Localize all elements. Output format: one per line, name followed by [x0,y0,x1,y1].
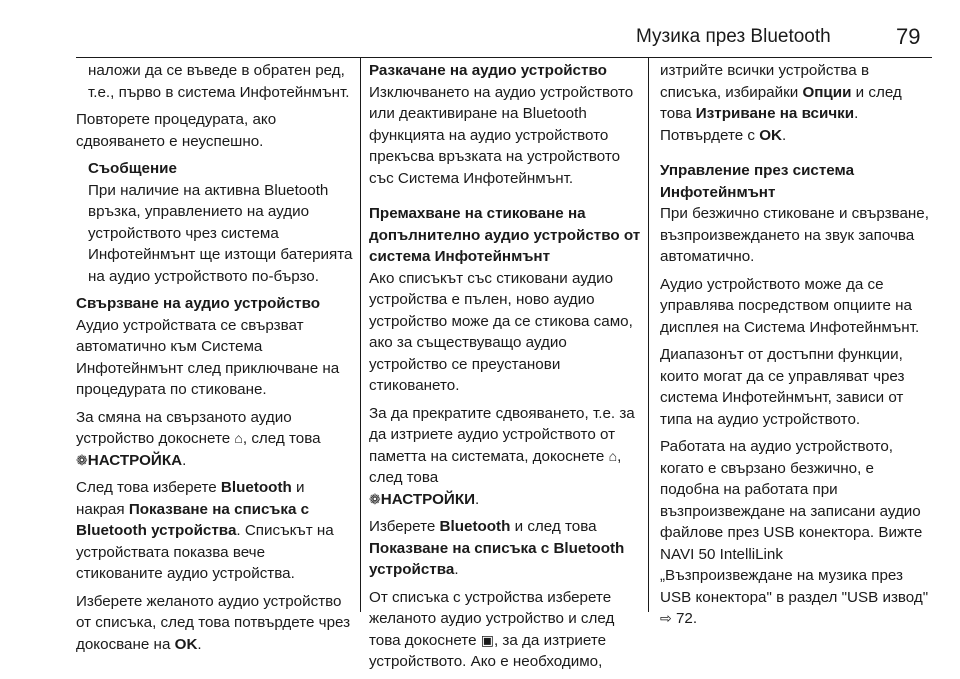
section-heading: Разкачане на аудио устройство [369,62,607,79]
section-heading: Премахване на стиковане на допълнително аудио устройство от система Инфотейнмънт [369,205,641,265]
header-title: Музика през Bluetooth [636,26,831,47]
home-icon: ⌂ [608,447,618,464]
paragraph: За смяна на свързаното аудио устройство докоснете ⌂, след това ❁НАСТРОЙКА. [76,407,354,472]
paragraph: След това изберете Bluetooth и накрая Показване на списъка с Bluetooth устройства. Списъкът на устройствата показва вече стикованите аудио устройства. [76,479,334,582]
paragraph: От списъка с устройства изберете желаното аудио устройство и след това докоснете ▣, за да изтриете устройството. Ако е необходимо, [369,588,615,670]
gear-icon: ❁ [76,451,88,468]
section-heading: Свързване на аудио устройство [76,295,321,312]
paragraph: Диапазонът от достъпни функции, които могат да се управляват чрез система Инфотейнмънт, зависи от типа на аудио устройството. [660,346,905,428]
page-reference: 72. [675,610,698,627]
page-header [0,0,960,64]
gear-icon: ❁ [369,490,381,507]
settings-label: НАСТРОЙКИ [380,490,476,508]
paragraph: При безжично стиковане и свързване, възпроизвеждането на звук започва автоматично. [660,205,929,265]
paragraph: Изберете желаното аудио устройство от списъка, след това потвърдете чрез докосване на OK. [76,592,351,653]
column-3 [660,60,934,636]
home-icon: ⌂ [234,430,243,446]
column-divider-2 [648,57,649,612]
paragraph: Ако списъкът със стиковани аудио устройства е пълен, ново аудио устройство може да се стикова само, ако за съществуващо аудио устройство се преустанови стиковането. [369,269,633,394]
settings-label: НАСТРОЙКА [87,451,183,469]
column-divider-1 [360,57,361,612]
page-number: 79 [896,24,921,49]
paragraph: За да прекратите сдвояването, т.е. за да изтриете аудио устройството от паметта на системата, докоснете ⌂, след това ❁НАСТРОЙКИ. [369,403,643,511]
paragraph: Аудио устройствата се свързват автоматично към Система Инфотейнмънт след приключване на процедурата по стиковане. [76,316,340,398]
note-title: Съобщение [88,160,177,177]
section-heading: Управление през система Инфотейнмънт [660,162,855,201]
note-text: При наличие на активна Bluetooth връзка, управлението на аудио устройството чрез система Инфотейнмънт ще изтощи батерията на аудио устройството по-бързо. [88,181,353,285]
trash-icon: ▣ [480,631,494,648]
paragraph: Повторете процедурата, ако сдвояването е неуспешно. [76,111,277,150]
page-reference-icon: ⇨ [660,610,672,626]
paragraph: Изключването на аудио устройството или деактивиране на Bluetooth функцията на аудио устройството прекъсва връзката на устройството със Система Инфотейнмънт. [369,83,634,187]
paragraph: Аудио устройството може да се управлява посредством опциите на дисплея на Система Инфотейнмънт. [660,275,920,336]
paragraph: Изберете Bluetooth и след това Показване на списъка с Bluetooth устройства. [369,518,625,578]
paragraph: изтрийте всички устройства в списъка, избирайки Опции и след това Изтриване на всички. Потвърдете с OK. [660,62,902,144]
header-rule [76,57,932,58]
column-1 [76,60,354,661]
column-2 [369,60,643,679]
paragraph: Работата на аудио устройството, когато е свързано безжично, е подобна на работата при възпроизвеждане на записани аудио файлове през USB конектора. Вижте NAVI 50 IntelliLink „Възпроизвеждане на музика през USB конектора" в раздел "USB извод" ⇨ 72. [660,436,934,630]
paragraph: наложи да се въведе в обратен ред, т.е., първо в система Инфотейнмънт. [88,62,350,101]
note-box [76,158,354,287]
